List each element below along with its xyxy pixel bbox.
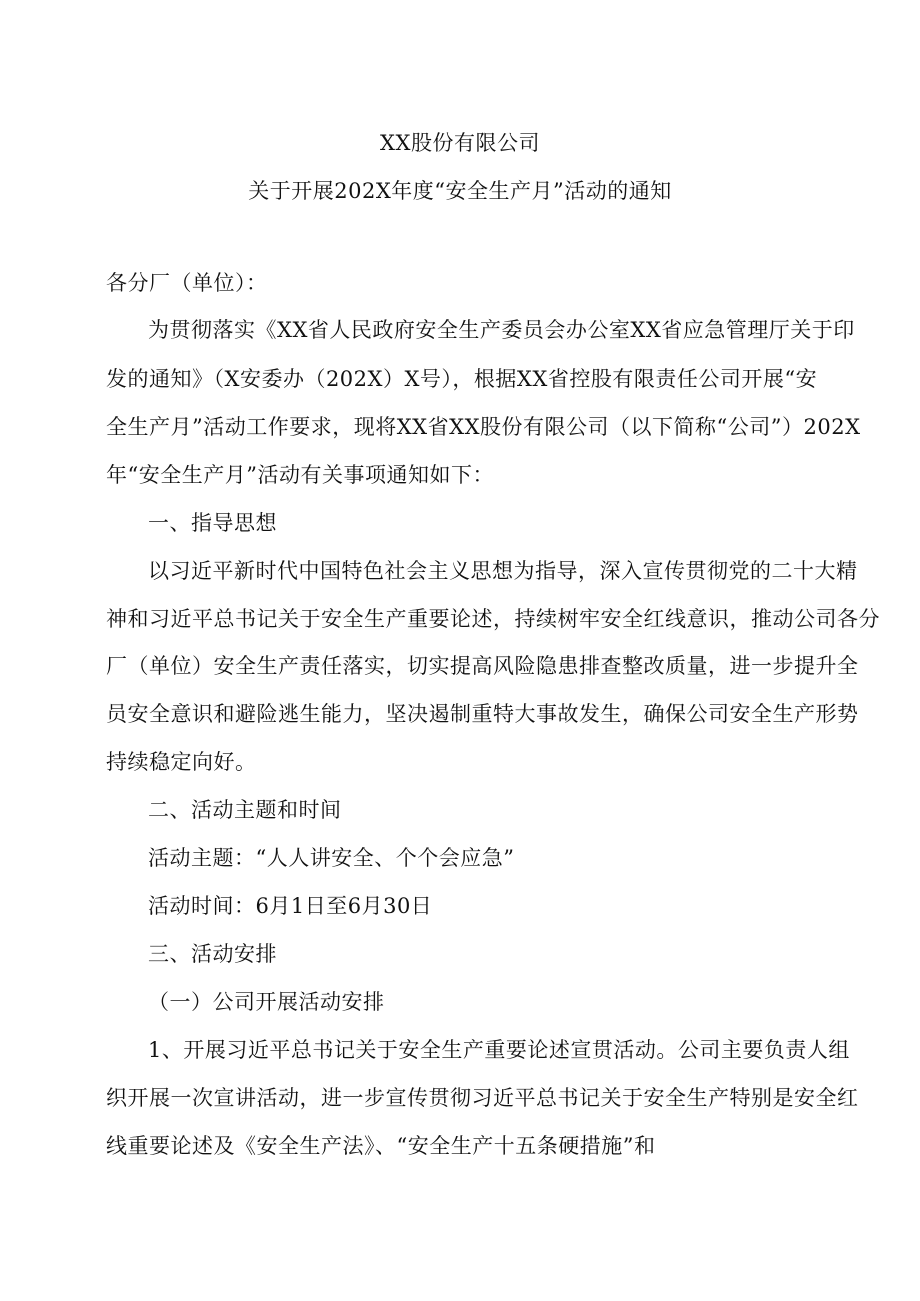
intro-line-4: 年“安全生产月”活动有关事项通知如下： [106,463,494,487]
section-heading-activity-arrangement: 三、活动安排 [148,942,277,966]
document-title-company: XX股份有限公司 [380,131,540,155]
item1-line-3: 线重要论述及《安全生产法》、“安全生产十五条硬措施”和 [106,1134,656,1158]
subsection-heading-company-activities: （一）公司开展活动安排 [148,990,385,1014]
intro-line-2: 发的通知》（X安委办（202X）X号），根据XX省控股有限责任公司开展“安 [106,367,818,391]
section-heading-guiding-thought: 一、指导思想 [148,511,277,535]
section1-line-5: 持续稳定向好。 [106,750,257,774]
intro-line-1: 为贯彻落实《XX省人民政府安全生产委员会办公室XX省应急管理厅关于印 [148,318,855,342]
section1-line-2: 神和习近平总书记关于安全生产重要论述，持续树牢安全红线意识，推动公司各分 [106,607,880,631]
section1-line-3: 厂（单位）安全生产责任落实，切实提高风险隐患排查整改质量，进一步提升全 [106,654,859,678]
activity-time-line: 活动时间：6月1日至6月30日 [148,894,433,918]
section1-line-4: 员安全意识和避险逃生能力，坚决遏制重特大事故发生，确保公司安全生产形势 [106,702,859,726]
salutation: 各分厂（单位）： [106,271,268,295]
item1-line-1: 1、开展习近平总书记关于安全生产重要论述宣贯活动。公司主要负责人组 [148,1038,850,1062]
document-title-notice: 关于开展202X年度“安全生产月”活动的通知 [248,179,672,203]
section1-line-1: 以习近平新时代中国特色社会主义思想为指导，深入宣传贯彻党的二十大精 [148,559,858,583]
activity-theme-line: 活动主题：“人人讲安全、个个会应急” [148,846,515,870]
item1-line-2: 织开展一次宣讲活动，进一步宣传贯彻习近平总书记关于安全生产特别是安全红 [106,1086,859,1110]
intro-line-3: 全生产月”活动工作要求，现将XX省XX股份有限公司（以下简称“公司”）202X [106,415,861,439]
section-heading-theme-and-time: 二、活动主题和时间 [148,798,342,822]
